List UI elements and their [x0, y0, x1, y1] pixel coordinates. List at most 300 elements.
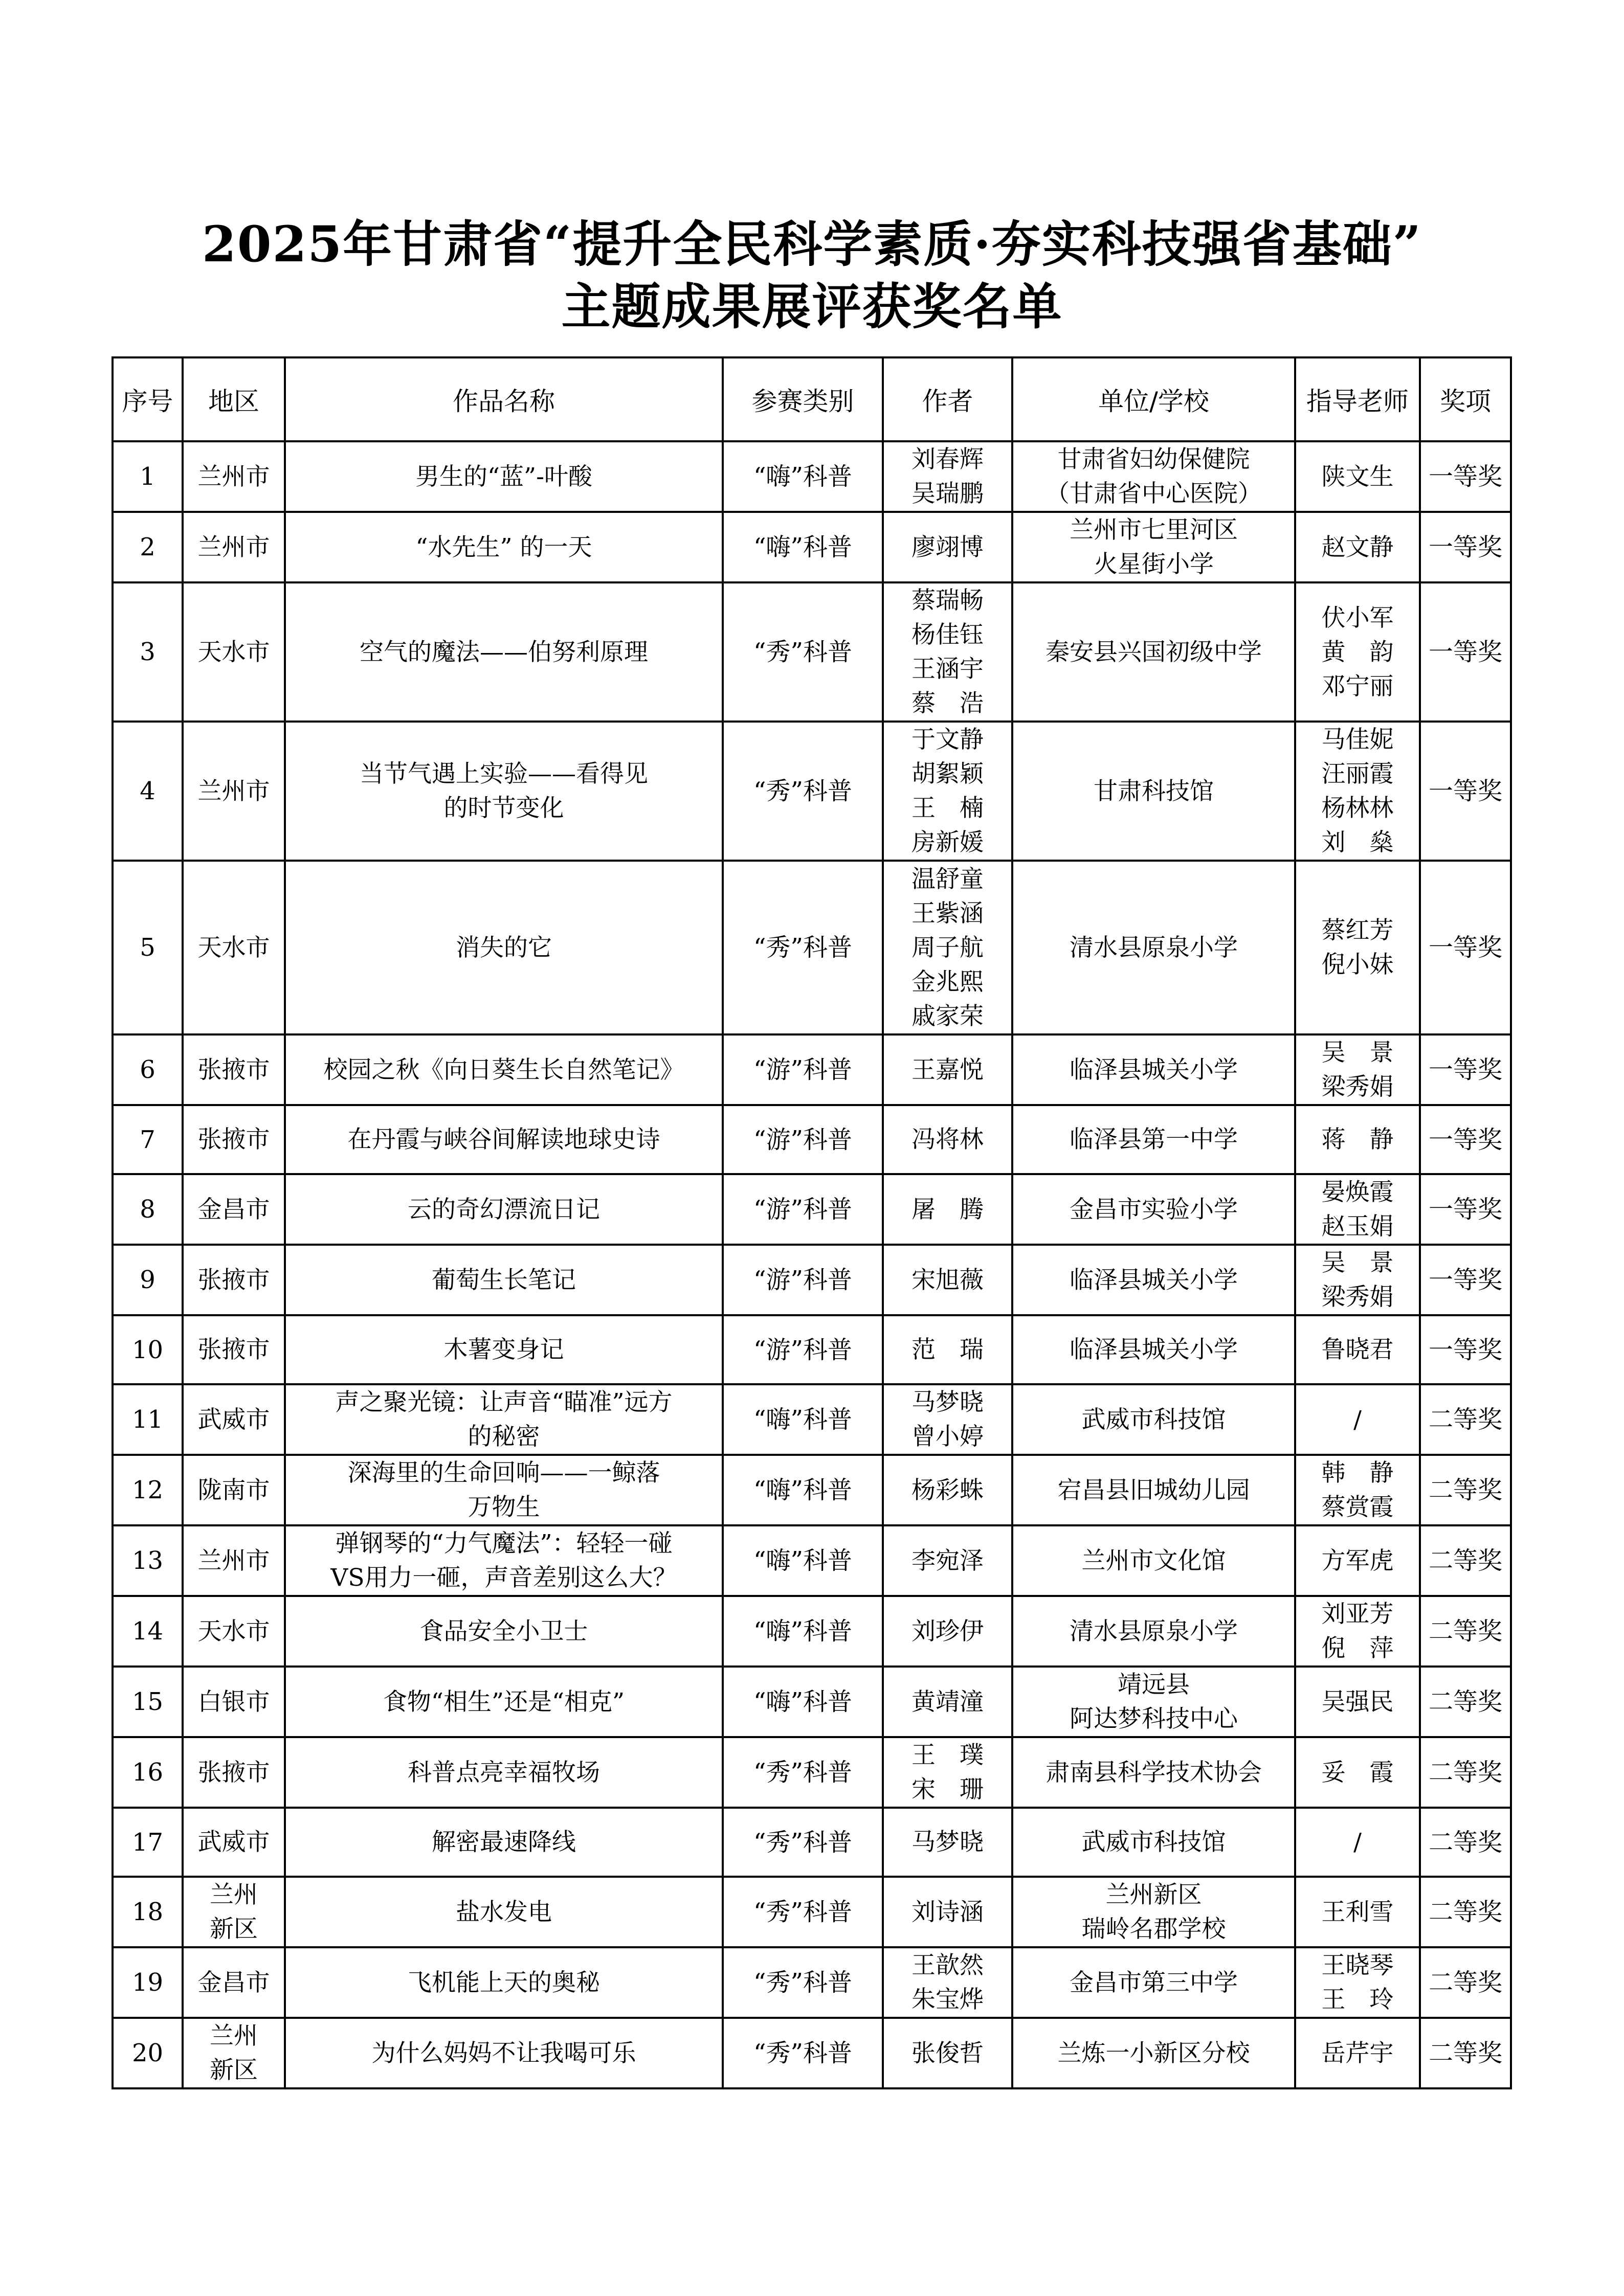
- table-row: [113, 1034, 1511, 1105]
- cell-category-text: “游”科普: [753, 1055, 853, 1084]
- cell-no-text: 18: [131, 1898, 164, 1926]
- cell-teacher: [1295, 1245, 1420, 1315]
- cell-award-text: 二等奖: [1428, 1758, 1502, 1787]
- cell-unit-text: 临泽县城关小学: [1070, 1266, 1238, 1294]
- cell-award: [1420, 861, 1511, 1034]
- cell-work: [285, 1315, 723, 1384]
- cell-region: [183, 1737, 285, 1808]
- cell-teacher-text: 陕文生: [1321, 462, 1394, 491]
- cell-author-text: 冯将林: [911, 1126, 984, 1154]
- cell-no: [113, 2018, 183, 2088]
- cell-teacher-text: 吴 景 梁秀娟: [1321, 1039, 1394, 1101]
- cell-no-text: 11: [131, 1405, 164, 1434]
- cell-award: [1420, 1105, 1511, 1174]
- cell-author-text: 王 璞 宋 珊: [911, 1741, 984, 1804]
- table-row: [113, 1808, 1511, 1877]
- table-row: [113, 1384, 1511, 1455]
- cell-author: [883, 1808, 1012, 1877]
- cell-category-text: “游”科普: [753, 1335, 853, 1364]
- cell-author-text: 黄靖潼: [911, 1687, 984, 1716]
- cell-author: [883, 1384, 1012, 1455]
- cell-award-text: 二等奖: [1428, 1476, 1502, 1504]
- cell-work-text: 校园之秋《向日葵生长自然笔记》: [323, 1055, 684, 1084]
- cell-work: [285, 1877, 723, 1947]
- cell-work: [285, 1525, 723, 1596]
- cell-award: [1420, 1034, 1511, 1105]
- cell-category: [723, 1315, 883, 1384]
- cell-unit: [1012, 582, 1295, 722]
- cell-unit-text: 秦安县兴国初级中学: [1045, 638, 1262, 666]
- cell-award: [1420, 582, 1511, 722]
- awards-table: [112, 356, 1512, 2089]
- cell-unit-text: 清水县原泉小学: [1070, 933, 1238, 962]
- cell-no: [113, 1455, 183, 1525]
- cell-no-text: 14: [131, 1617, 164, 1646]
- cell-no: [113, 1315, 183, 1384]
- cell-work: [285, 1105, 723, 1174]
- cell-award: [1420, 1947, 1511, 2018]
- cell-category: [723, 861, 883, 1034]
- cell-no: [113, 1947, 183, 2018]
- cell-category: [723, 1245, 883, 1315]
- cell-category-text: “游”科普: [753, 1195, 853, 1224]
- cell-region-text: 兰州 新区: [210, 1881, 258, 1943]
- header-award: 奖项: [1420, 357, 1511, 441]
- cell-region: [183, 861, 285, 1034]
- cell-award: [1420, 2018, 1511, 2088]
- cell-unit-text: 金昌市实验小学: [1070, 1195, 1238, 1224]
- page-title-line2: 主题成果展评获奖名单: [561, 278, 1063, 335]
- cell-author: [883, 582, 1012, 722]
- cell-author: [883, 2018, 1012, 2088]
- cell-work: [285, 1667, 723, 1737]
- cell-unit-text: 兰州新区 瑞岭名郡学校: [1081, 1881, 1226, 1943]
- cell-region: [183, 1525, 285, 1596]
- cell-region-text: 陇南市: [197, 1476, 270, 1504]
- cell-region-text: 天水市: [197, 933, 270, 962]
- cell-no-text: 19: [131, 1968, 164, 1997]
- cell-category: [723, 441, 883, 512]
- cell-teacher-text: 蒋 静: [1321, 1126, 1394, 1154]
- cell-award: [1420, 1737, 1511, 1808]
- cell-work: [285, 1245, 723, 1315]
- cell-work-text: 消失的它: [456, 933, 552, 962]
- cell-author-text: 王歆然 朱宝烨: [911, 1951, 984, 2014]
- cell-author-text: 廖翊博: [911, 533, 984, 561]
- cell-teacher-text: 鲁晓君: [1321, 1336, 1394, 1364]
- cell-author-text: 屠 腾: [911, 1195, 984, 1224]
- cell-unit-text: 清水县原泉小学: [1070, 1617, 1238, 1646]
- cell-author: [883, 1667, 1012, 1737]
- cell-work: [285, 1384, 723, 1455]
- cell-unit: [1012, 1034, 1295, 1105]
- cell-unit: [1012, 441, 1295, 512]
- cell-category-text: “秀”科普: [753, 933, 853, 962]
- header-no: 序号: [113, 357, 183, 441]
- cell-author: [883, 1947, 1012, 2018]
- cell-work: [285, 1596, 723, 1667]
- cell-author: [883, 1315, 1012, 1384]
- cell-unit-text: 甘肃科技馆: [1094, 777, 1214, 805]
- cell-no-text: 15: [131, 1687, 164, 1716]
- cell-teacher: [1295, 861, 1420, 1034]
- cell-award-text: 二等奖: [1428, 1617, 1502, 1646]
- cell-unit-text: 宕昌县旧城幼儿园: [1057, 1476, 1250, 1504]
- cell-unit: [1012, 1596, 1295, 1667]
- header-author: 作者: [883, 357, 1012, 441]
- cell-category-text: “游”科普: [753, 1125, 853, 1154]
- cell-region-text: 兰州 新区: [210, 2022, 258, 2084]
- table-row: [113, 1315, 1511, 1384]
- cell-region-text: 张掖市: [197, 1126, 270, 1154]
- header-teacher: 指导老师: [1295, 357, 1420, 441]
- cell-region-text: 天水市: [197, 638, 270, 666]
- cell-author: [883, 1105, 1012, 1174]
- cell-region-text: 张掖市: [197, 1266, 270, 1294]
- cell-work-text: “水先生” 的一天: [415, 533, 592, 561]
- cell-author: [883, 441, 1012, 512]
- cell-region: [183, 1596, 285, 1667]
- cell-teacher-text: 赵文静: [1321, 533, 1394, 561]
- cell-no-text: 12: [131, 1476, 164, 1504]
- table-row: [113, 861, 1511, 1034]
- cell-category: [723, 1455, 883, 1525]
- table-row: [113, 1877, 1511, 1947]
- cell-work-text: 云的奇幻漂流日记: [408, 1195, 600, 1224]
- cell-no: [113, 1105, 183, 1174]
- cell-category: [723, 1525, 883, 1596]
- cell-award-text: 二等奖: [1428, 1898, 1502, 1926]
- cell-unit-text: 临泽县第一中学: [1070, 1126, 1238, 1154]
- cell-unit-text: 肃南县科学技术协会: [1045, 1758, 1262, 1787]
- cell-work-text: 木薯变身记: [443, 1336, 564, 1364]
- table-row: [113, 722, 1511, 861]
- cell-category-text: “秀”科普: [753, 1758, 853, 1787]
- cell-unit-text: 临泽县城关小学: [1070, 1336, 1238, 1364]
- cell-teacher: [1295, 2018, 1420, 2088]
- cell-teacher: [1295, 1877, 1420, 1947]
- cell-author-text: 杨彩蛛: [911, 1476, 984, 1504]
- cell-award-text: 一等奖: [1428, 933, 1502, 962]
- cell-unit-text: 靖远县 阿达梦科技中心: [1070, 1671, 1238, 1733]
- cell-category: [723, 1737, 883, 1808]
- cell-award: [1420, 1596, 1511, 1667]
- cell-teacher: [1295, 1315, 1420, 1384]
- cell-teacher: [1295, 1947, 1420, 2018]
- cell-region-text: 金昌市: [197, 1968, 270, 1997]
- cell-teacher-text: /: [1353, 1405, 1362, 1434]
- table-row: [113, 1667, 1511, 1737]
- cell-region-text: 张掖市: [197, 1336, 270, 1364]
- cell-unit: [1012, 1877, 1295, 1947]
- cell-work-text: 飞机能上天的奥秘: [408, 1968, 600, 1997]
- cell-unit-text: 临泽县城关小学: [1070, 1055, 1238, 1084]
- cell-unit-text: 武威市科技馆: [1081, 1828, 1226, 1856]
- cell-award: [1420, 1808, 1511, 1877]
- cell-award-text: 一等奖: [1428, 533, 1502, 561]
- cell-award: [1420, 441, 1511, 512]
- cell-region: [183, 441, 285, 512]
- cell-author: [883, 1737, 1012, 1808]
- cell-category-text: “嗨”科普: [753, 1546, 853, 1575]
- cell-author-text: 蔡瑞畅 杨佳钰 王涵宇 蔡 浩: [911, 587, 984, 717]
- cell-no-text: 3: [140, 638, 155, 666]
- cell-teacher: [1295, 1808, 1420, 1877]
- cell-region: [183, 1947, 285, 2018]
- cell-award: [1420, 1667, 1511, 1737]
- cell-region: [183, 1174, 285, 1245]
- cell-author: [883, 861, 1012, 1034]
- cell-teacher-text: 吴 景 梁秀娟: [1321, 1249, 1394, 1311]
- cell-teacher-text: 马佳妮 汪丽霞 杨林林 刘 燊: [1321, 726, 1394, 857]
- cell-unit: [1012, 1808, 1295, 1877]
- cell-unit: [1012, 2018, 1295, 2088]
- cell-category-text: “嗨”科普: [753, 1687, 853, 1716]
- cell-award-text: 一等奖: [1428, 462, 1502, 491]
- cell-award-text: 二等奖: [1428, 2039, 1502, 2067]
- cell-unit: [1012, 1105, 1295, 1174]
- cell-unit-text: 金昌市第三中学: [1070, 1968, 1238, 1997]
- cell-no-text: 1: [140, 462, 155, 491]
- cell-teacher: [1295, 1105, 1420, 1174]
- cell-author: [883, 1245, 1012, 1315]
- cell-teacher-text: 王晓琴 王 玲: [1321, 1951, 1394, 2014]
- cell-no: [113, 441, 183, 512]
- cell-no-text: 16: [131, 1758, 164, 1787]
- cell-author-text: 于文静 胡絮颖 王 楠 房新媛: [911, 726, 984, 857]
- cell-category: [723, 1384, 883, 1455]
- cell-category-text: “秀”科普: [753, 1968, 853, 1997]
- cell-award: [1420, 1245, 1511, 1315]
- cell-work-text: 科普点亮幸福牧场: [408, 1758, 600, 1787]
- cell-author-text: 温舒童 王紫涵 周子航 金兆熙 戚家荣: [911, 865, 984, 1030]
- cell-category-text: “秀”科普: [753, 1828, 853, 1857]
- cell-teacher: [1295, 1737, 1420, 1808]
- cell-unit-text: 甘肃省妇幼保健院 （甘肃省中心医院）: [1045, 445, 1262, 508]
- cell-work: [285, 722, 723, 861]
- cell-category: [723, 1174, 883, 1245]
- cell-teacher: [1295, 441, 1420, 512]
- cell-work-text: 为什么妈妈不让我喝可乐: [371, 2039, 636, 2067]
- cell-region: [183, 1667, 285, 1737]
- cell-work-text: 男生的“蓝”-叶酸: [415, 462, 592, 491]
- cell-author: [883, 1455, 1012, 1525]
- cell-work: [285, 441, 723, 512]
- cell-award: [1420, 1525, 1511, 1596]
- table-row: [113, 582, 1511, 722]
- cell-teacher: [1295, 1455, 1420, 1525]
- table-row: [113, 2018, 1511, 2088]
- cell-award-text: 二等奖: [1428, 1687, 1502, 1716]
- cell-author-text: 范 瑞: [911, 1336, 984, 1364]
- cell-no: [113, 582, 183, 722]
- cell-region: [183, 1034, 285, 1105]
- cell-region-text: 张掖市: [197, 1055, 270, 1084]
- cell-category: [723, 1877, 883, 1947]
- cell-teacher-text: 伏小军 黄 韵 邓宁丽: [1321, 603, 1394, 701]
- cell-work-text: 葡萄生长笔记: [432, 1266, 576, 1294]
- cell-region: [183, 512, 285, 582]
- cell-unit: [1012, 1667, 1295, 1737]
- table-row: [113, 1737, 1511, 1808]
- header-work: 作品名称: [285, 357, 723, 441]
- cell-award-text: 二等奖: [1428, 1405, 1502, 1434]
- cell-teacher-text: /: [1353, 1828, 1362, 1856]
- cell-unit-text: 武威市科技馆: [1081, 1405, 1226, 1434]
- cell-category-text: “嗨”科普: [753, 1476, 853, 1504]
- cell-author-text: 刘诗涵: [911, 1898, 984, 1926]
- cell-award-text: 一等奖: [1428, 638, 1502, 666]
- cell-category: [723, 1105, 883, 1174]
- cell-category: [723, 1034, 883, 1105]
- cell-teacher-text: 蔡红芳 倪小妹: [1321, 916, 1394, 979]
- table-row: [113, 1947, 1511, 2018]
- table-row: [113, 1174, 1511, 1245]
- cell-author: [883, 722, 1012, 861]
- cell-teacher: [1295, 1667, 1420, 1737]
- cell-work-text: 弹钢琴的“力气魔法”：轻轻一碰 VS用力一砸，声音差别这么大？: [330, 1529, 677, 1592]
- cell-no: [113, 861, 183, 1034]
- cell-award-text: 一等奖: [1428, 1125, 1502, 1154]
- cell-unit: [1012, 1455, 1295, 1525]
- cell-category-text: “秀”科普: [753, 1898, 853, 1926]
- cell-work: [285, 582, 723, 722]
- cell-award: [1420, 1384, 1511, 1455]
- cell-no: [113, 1877, 183, 1947]
- cell-region-text: 金昌市: [197, 1195, 270, 1224]
- cell-award: [1420, 1877, 1511, 1947]
- cell-work: [285, 2018, 723, 2088]
- cell-region-text: 张掖市: [197, 1758, 270, 1787]
- cell-category-text: “嗨”科普: [753, 1617, 853, 1646]
- cell-region: [183, 1315, 285, 1384]
- header-unit: 单位/学校: [1012, 357, 1295, 441]
- cell-work: [285, 1174, 723, 1245]
- cell-category-text: “秀”科普: [753, 2039, 853, 2067]
- cell-award-text: 一等奖: [1428, 1266, 1502, 1294]
- cell-no-text: 8: [140, 1195, 155, 1224]
- cell-author-text: 刘春辉 吴瑞鹏: [911, 445, 984, 508]
- cell-no: [113, 722, 183, 861]
- cell-teacher: [1295, 1525, 1420, 1596]
- cell-author-text: 马梦晓 曾小婷: [911, 1388, 984, 1451]
- cell-teacher: [1295, 1174, 1420, 1245]
- cell-no: [113, 1384, 183, 1455]
- cell-unit: [1012, 1174, 1295, 1245]
- cell-author-text: 宋旭薇: [911, 1266, 984, 1294]
- cell-no: [113, 1034, 183, 1105]
- cell-no: [113, 1667, 183, 1737]
- awards-table-body: [113, 441, 1511, 2088]
- cell-award-text: 二等奖: [1428, 1546, 1502, 1575]
- cell-author: [883, 1174, 1012, 1245]
- table-row: [113, 1596, 1511, 1667]
- page-title-line1: 2025年甘肃省“提升全民科学素质·夯实科技强省基础”: [202, 215, 1422, 273]
- cell-work-text: 盐水发电: [456, 1898, 552, 1926]
- cell-work-text: 在丹霞与峡谷间解读地球史诗: [347, 1126, 660, 1154]
- cell-award: [1420, 722, 1511, 861]
- cell-no-text: 4: [140, 777, 155, 805]
- table-row: [113, 1455, 1511, 1525]
- header-category: 参赛类别: [723, 357, 883, 441]
- cell-teacher-text: 妥 霞: [1321, 1758, 1394, 1787]
- cell-region: [183, 1808, 285, 1877]
- cell-region-text: 武威市: [197, 1828, 270, 1856]
- cell-work: [285, 1808, 723, 1877]
- cell-region: [183, 722, 285, 861]
- cell-award-text: 二等奖: [1428, 1828, 1502, 1857]
- cell-award-text: 二等奖: [1428, 1968, 1502, 1997]
- cell-unit: [1012, 1525, 1295, 1596]
- cell-category-text: “游”科普: [753, 1266, 853, 1294]
- cell-unit: [1012, 1737, 1295, 1808]
- table-row: [113, 1525, 1511, 1596]
- cell-category: [723, 582, 883, 722]
- cell-unit: [1012, 1315, 1295, 1384]
- cell-work: [285, 861, 723, 1034]
- cell-work-text: 解密最速降线: [432, 1828, 576, 1856]
- cell-no: [113, 1737, 183, 1808]
- cell-work-text: 空气的魔法——伯努利原理: [360, 638, 648, 666]
- cell-work-text: 当节气遇上实验——看得见 的时节变化: [360, 760, 648, 822]
- cell-no-text: 13: [131, 1546, 164, 1575]
- cell-author-text: 马梦晓: [911, 1828, 984, 1856]
- cell-teacher: [1295, 1384, 1420, 1455]
- cell-region: [183, 1455, 285, 1525]
- cell-award: [1420, 1455, 1511, 1525]
- cell-region: [183, 582, 285, 722]
- cell-category-text: “秀”科普: [753, 638, 853, 666]
- cell-category: [723, 1667, 883, 1737]
- cell-author: [883, 1525, 1012, 1596]
- cell-work-text: 深海里的生命回响——一鲸落 万物生: [347, 1459, 660, 1521]
- cell-author: [883, 1877, 1012, 1947]
- table-row: [113, 1245, 1511, 1315]
- header-region: 地区: [183, 357, 285, 441]
- cell-unit: [1012, 861, 1295, 1034]
- cell-region-text: 武威市: [197, 1405, 270, 1434]
- cell-region-text: 兰州市: [197, 1546, 270, 1575]
- cell-award-text: 一等奖: [1428, 1055, 1502, 1084]
- cell-category: [723, 1596, 883, 1667]
- cell-no-text: 9: [140, 1266, 155, 1294]
- cell-award-text: 一等奖: [1428, 777, 1502, 805]
- cell-teacher-text: 王利雪: [1321, 1898, 1394, 1926]
- cell-no: [113, 1596, 183, 1667]
- table-row: [113, 1105, 1511, 1174]
- cell-teacher: [1295, 582, 1420, 722]
- cell-no: [113, 1174, 183, 1245]
- cell-unit: [1012, 1947, 1295, 2018]
- cell-unit-text: 兰州市文化馆: [1081, 1546, 1226, 1575]
- cell-region: [183, 1384, 285, 1455]
- cell-category: [723, 1808, 883, 1877]
- cell-no-text: 10: [131, 1335, 164, 1364]
- cell-author-text: 李宛泽: [911, 1546, 984, 1575]
- cell-work-text: 食物“相生”还是“相克”: [383, 1687, 625, 1716]
- cell-region: [183, 1877, 285, 1947]
- cell-category: [723, 1947, 883, 2018]
- cell-work: [285, 512, 723, 582]
- cell-region-text: 兰州市: [197, 777, 270, 805]
- cell-region-text: 兰州市: [197, 462, 270, 491]
- cell-region: [183, 1105, 285, 1174]
- cell-unit-text: 兰炼一小新区分校: [1057, 2039, 1250, 2067]
- cell-teacher: [1295, 1034, 1420, 1105]
- cell-category-text: “嗨”科普: [753, 533, 853, 561]
- table-row: [113, 512, 1511, 582]
- cell-unit: [1012, 1384, 1295, 1455]
